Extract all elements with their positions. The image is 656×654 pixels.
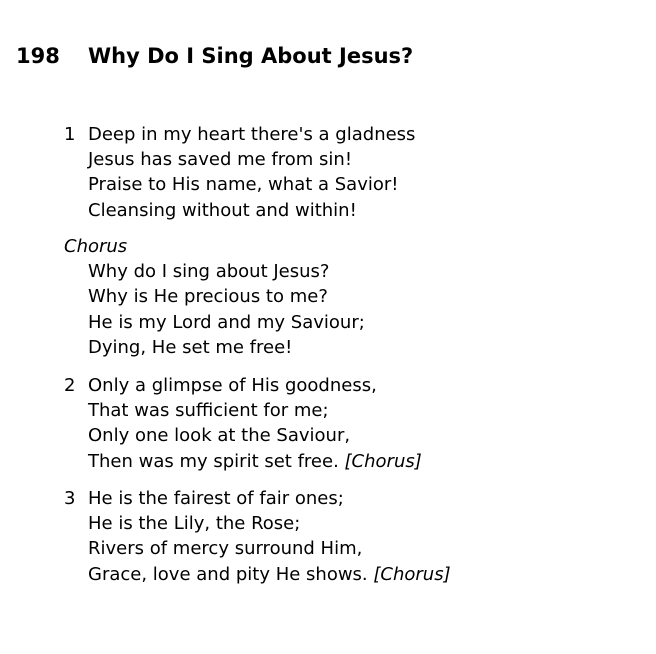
verse-line: Deep in my heart there's a gladness	[88, 124, 416, 145]
chorus	[64, 234, 365, 360]
chorus-line: Why is He precious to me?	[88, 286, 328, 308]
verse-line-with-ref	[88, 449, 422, 474]
verse-line-text: Then was my spirit set free.	[88, 450, 339, 472]
verse-line: He is the fairest of fair ones;	[88, 488, 344, 509]
verse-line-with-ref	[88, 562, 451, 587]
verse-line-text: Grace, love and pity He shows.	[88, 563, 368, 585]
verse-number: 3	[64, 488, 76, 509]
verse-line: Praise to His name, what a Savior!	[88, 174, 399, 196]
verse-number: 2	[64, 375, 76, 396]
verse-line: Cleansing without and within!	[88, 199, 357, 221]
chorus-label: Chorus	[64, 236, 128, 257]
hymn-title: Why Do I Sing About Jesus?	[88, 44, 414, 68]
hymn-heading	[16, 40, 413, 72]
chorus-reference: [Chorus]	[373, 563, 451, 585]
verse-line: Only a glimpse of His goodness,	[88, 375, 377, 396]
verse-line: Rivers of mercy surround Him,	[88, 538, 363, 560]
chorus-reference: [Chorus]	[344, 450, 422, 472]
hymn-number: 198	[16, 44, 60, 68]
verse-line: That was sufficient for me;	[88, 400, 329, 422]
verse-line: Jesus has saved me from sin!	[88, 149, 353, 171]
chorus-line: Dying, He set me free!	[88, 336, 293, 358]
verse-line: Only one look at the Saviour,	[88, 425, 351, 447]
chorus-line: He is my Lord and my Saviour;	[88, 311, 365, 333]
chorus-line: Why do I sing about Jesus?	[88, 261, 330, 283]
verse-line: He is the Lily, the Rose;	[88, 513, 301, 535]
verse-number: 1	[64, 124, 76, 145]
